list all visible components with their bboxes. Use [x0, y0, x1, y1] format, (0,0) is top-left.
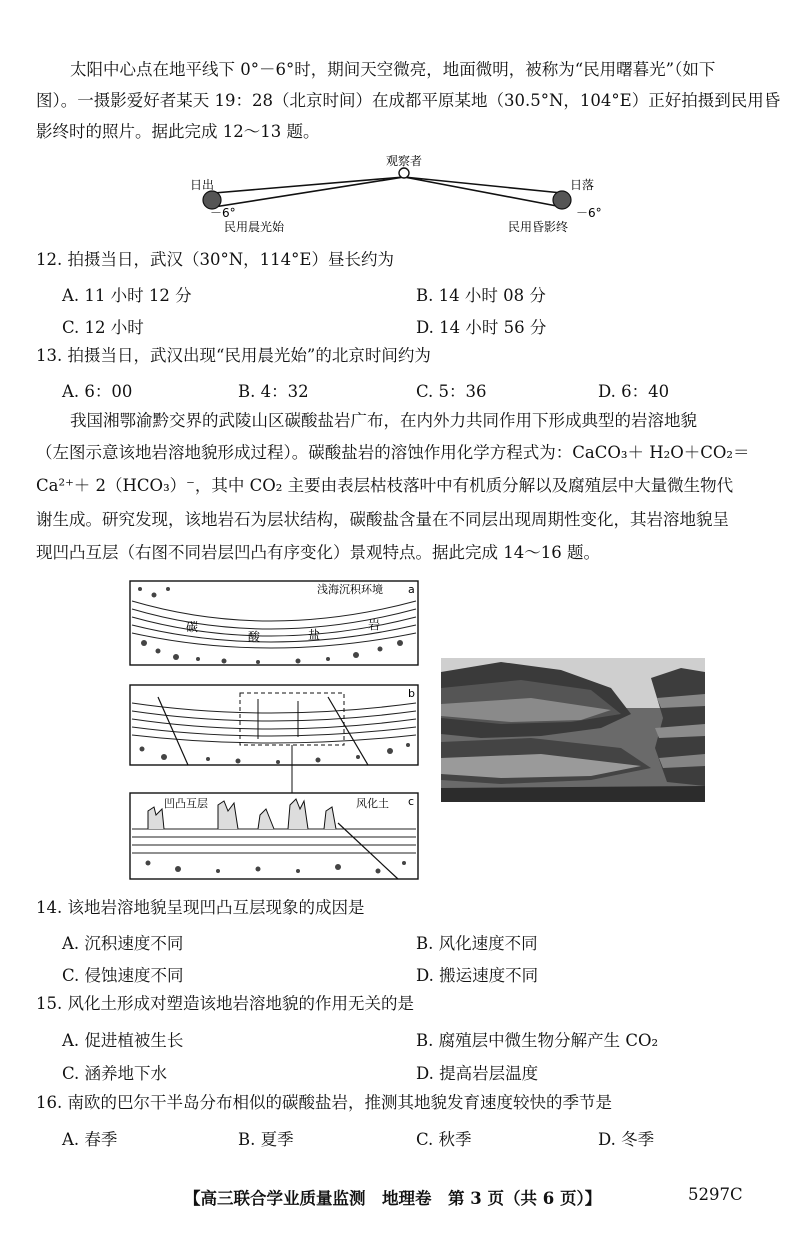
q15-option-a[interactable]: A. 促进植被生长 — [62, 1031, 184, 1050]
intro-line-3: 影终时的照片。据此完成 12～13 题。 — [36, 122, 320, 141]
q15-option-c[interactable]: C. 涵养地下水 — [62, 1064, 168, 1083]
q15-option-d[interactable]: D. 提高岩层温度 — [416, 1064, 539, 1083]
footer-title: 【高三联合学业质量监测 地理卷 第 3 页（共 6 页）】 — [184, 1189, 602, 1208]
dawn-label: 民用晨光始 — [224, 220, 285, 234]
rock-char-4: 岩 — [368, 618, 381, 632]
panel-b-letter: b — [408, 687, 415, 700]
left-angle-label: －6° — [210, 206, 236, 220]
q16-option-c[interactable]: C. 秋季 — [416, 1130, 472, 1149]
passage2-line-2: （左图示意该地岩溶地貌形成过程）。碳酸盐岩的溶蚀作用化学方程式为：CaCO₃＋ H₂O＋CO₂＝ — [36, 443, 750, 462]
q16-option-d[interactable]: D. 冬季 — [598, 1130, 655, 1149]
q13-option-c[interactable]: C. 5：36 — [416, 382, 487, 401]
intro-line-2: 图）。一摄影爱好者某天 19：28（北京时间）在成都平原某地（30.5°N，104°E）正好拍摄到民用昏 — [36, 91, 781, 110]
q13-stem: 13. 拍摄当日，武汉出现“民用晨光始”的北京时间约为 — [36, 346, 431, 365]
right-angle-label: －6° — [576, 206, 602, 220]
karst-landscape-photo — [441, 658, 705, 802]
passage2-line-4: 谢生成。研究发现，该地岩石为层状结构，碳酸盐含量在不同层出现周期性变化，其岩溶地貌呈 — [36, 510, 729, 529]
q16-option-a[interactable]: A. 春季 — [62, 1130, 118, 1149]
panel-b-frame — [130, 685, 418, 765]
q12-option-b[interactable]: B. 14 小时 08 分 — [416, 286, 546, 305]
q15-option-b[interactable]: B. 腐殖层中微生物分解产生 CO₂ — [416, 1031, 659, 1050]
twilight-diagram — [190, 155, 610, 235]
observer-mark — [399, 168, 409, 178]
layer-label: 凹凸互层 — [164, 797, 208, 810]
rock-char-3: 盐 — [308, 628, 321, 642]
q13-option-a[interactable]: A. 6：00 — [62, 382, 133, 401]
panel-a-title: 浅海沉积环境 — [317, 583, 383, 596]
sunset-sun — [553, 191, 571, 209]
q14-option-d[interactable]: D. 搬运速度不同 — [416, 966, 539, 985]
q16-stem: 16. 南欧的巴尔干半岛分布相似的碳酸盐岩，推测其地貌发育速度较快的季节是 — [36, 1093, 612, 1112]
karst-formation-diagram — [128, 579, 424, 881]
q15-stem: 15. 风化土形成对塑造该地岩溶地貌的作用无关的是 — [36, 994, 414, 1013]
footer-code: 5297C — [688, 1185, 743, 1204]
observer-label: 观察者 — [385, 155, 423, 168]
sunset-label: 日落 — [570, 178, 595, 192]
q13-option-b[interactable]: B. 4：32 — [238, 382, 309, 401]
panel-c-letter: c — [408, 795, 415, 808]
q12-stem: 12. 拍摄当日，武汉（30°N，114°E）昼长约为 — [36, 250, 394, 269]
passage2-line-3: Ca²⁺＋ 2（HCO₃）⁻，其中 CO₂ 主要由表层枯枝落叶中有机质分解以及腐殖层中大量微生物代 — [36, 476, 734, 495]
q12-option-a[interactable]: A. 11 小时 12 分 — [62, 286, 192, 305]
q13-option-d[interactable]: D. 6：40 — [598, 382, 670, 401]
q14-option-b[interactable]: B. 风化速度不同 — [416, 934, 538, 953]
soil-label: 风化土 — [356, 797, 389, 810]
dusk-label: 民用昏影终 — [508, 220, 569, 234]
q14-option-a[interactable]: A. 沉积速度不同 — [62, 934, 184, 953]
passage2-line-1: 我国湘鄂渝黔交界的武陵山区碳酸盐岩广布，在内外力共同作用下形成典型的岩溶地貌 — [70, 411, 697, 430]
passage2-line-5: 现凹凸互层（右图不同岩层凹凸有序变化）景观特点。据此完成 14～16 题。 — [36, 543, 600, 562]
q14-option-c[interactable]: C. 侵蚀速度不同 — [62, 966, 184, 985]
q12-option-d[interactable]: D. 14 小时 56 分 — [416, 318, 547, 337]
q12-option-c[interactable]: C. 12 小时 — [62, 318, 144, 337]
panel-a-letter: a — [408, 583, 415, 596]
rock-char-1: 碳 — [186, 620, 199, 634]
intro-line-1: 太阳中心点在地平线下 0°－6°时，期间天空微亮，地面微明，被称为“民用曙暮光”（如下 — [70, 60, 716, 79]
q14-stem: 14. 该地岩溶地貌呈现凹凸互层现象的成因是 — [36, 898, 365, 917]
rock-char-2: 酸 — [248, 630, 261, 644]
q16-option-b[interactable]: B. 夏季 — [238, 1130, 294, 1149]
sunrise-label: 日出 — [190, 178, 215, 192]
